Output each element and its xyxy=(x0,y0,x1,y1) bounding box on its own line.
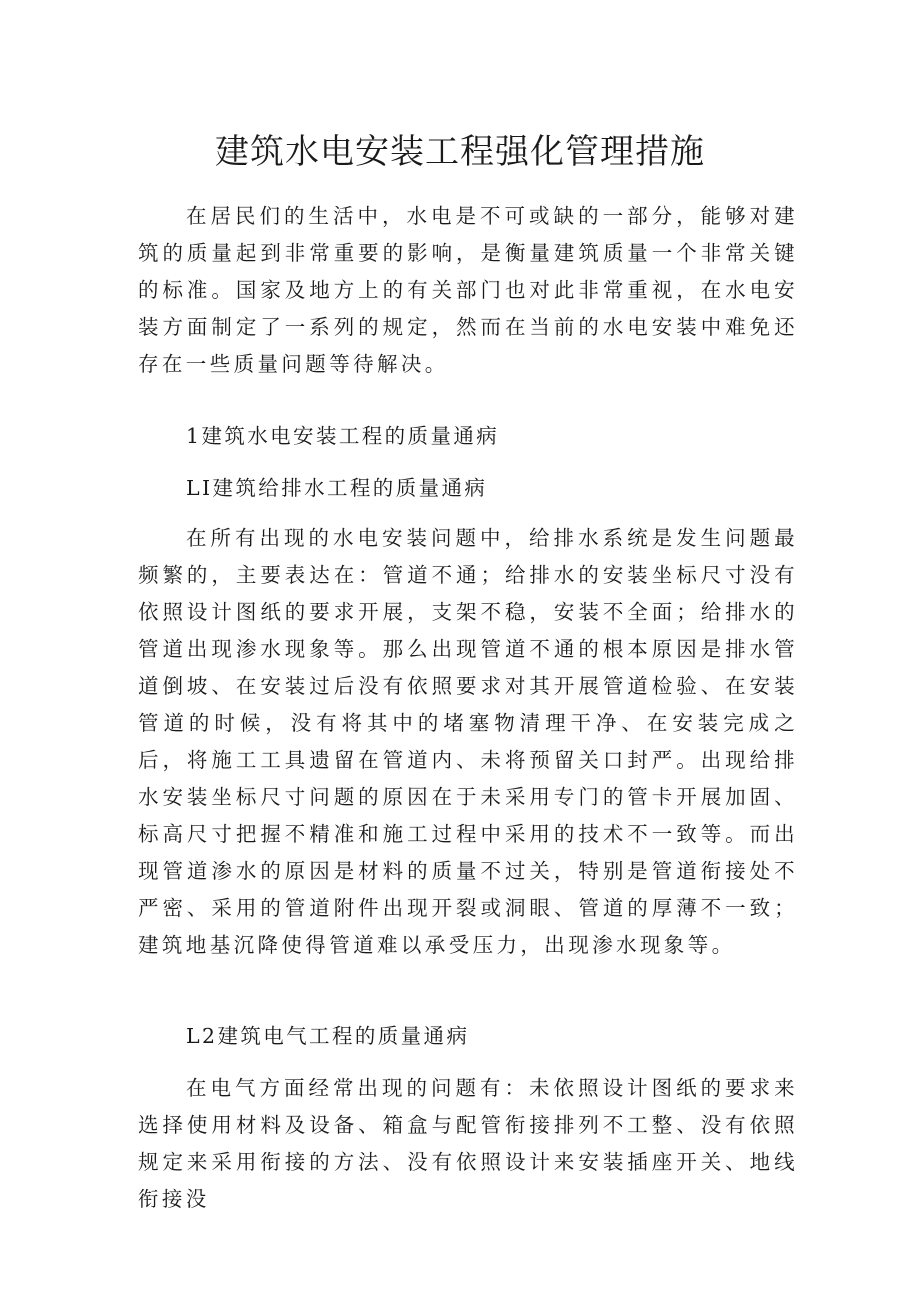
section-1-2-heading: L2建筑电气工程的质量通病 xyxy=(186,1024,470,1048)
section-1-1-paragraph: 在所有出现的水电安装问题中，给排水系统是发生问题最频繁的，主要表达在：管道不通；给排水的安装坐标尺寸没有依照设计图纸的要求开展，支架不稳，安装不全面；给排水的管道出现渗水现象等。那么出现管道不通的根本原因是排水管道倒坡、在安装过后没有依照要求对其开展管道检验、在安装管道的时候，没有将其中的堵塞物清理干净、在安装完成之后，将施工工具遗留在管道内、未将预留关口封严。出现给排水安装坐标尺寸问题的原因在于未采用专门的管卡开展加固、标高尺寸把握不精准和施工过程中采用的技术不一致等。而出现管道渗水的原因是材料的质量不过关，特别是管道衔接处不严密、采用的管道附件出现开裂或洞眼、管道的厚薄不一致；建筑地基沉降使得管道难以承受压力，出现渗水现象等。 xyxy=(138,526,798,957)
intro-paragraph: 在居民们的生活中，水电是不可或缺的一部分，能够对建筑的质量起到非常重要的影响，是衡量建筑质量一个非常关键的标准。国家及地方上的有关部门也对此非常重视，在水电安装方面制定了一系列的规定，然而在当前的水电安装中难免还存在一些质量问题等待解决。 xyxy=(138,204,798,376)
document-title: 建筑水电安装工程强化管理措施 xyxy=(215,132,705,172)
section-1-heading: 1建筑水电安装工程的质量通病 xyxy=(186,424,500,448)
section-1-1-heading: LI建筑给排水工程的质量通病 xyxy=(186,476,488,500)
section-1-2-paragraph: 在电气方面经常出现的问题有：未依照设计图纸的要求来选择使用材料及设备、箱盒与配管衔接排列不工整、没有依照规定来采用衔接的方法、没有依照设计来安装插座开关、地线衔接没 xyxy=(138,1076,798,1211)
